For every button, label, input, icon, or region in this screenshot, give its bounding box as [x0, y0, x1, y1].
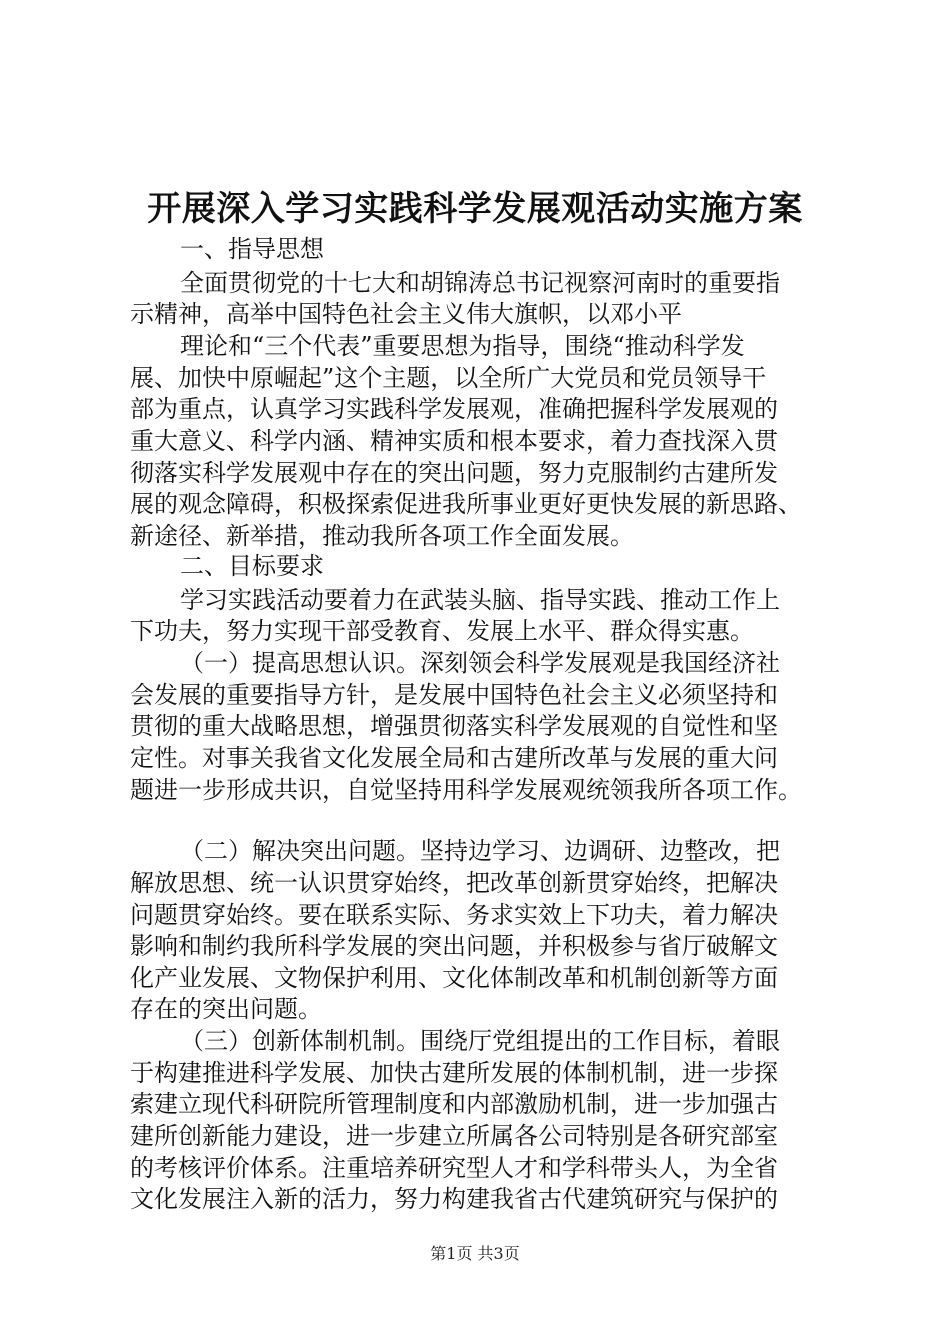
paragraph-line: 下功夫，努力实现干部受教育、发展上水平、群众得实惠。 — [130, 617, 754, 645]
paragraph-line: 贯彻的重大战略思想，增强贯彻落实科学发展观的自觉性和坚 — [130, 712, 778, 740]
paragraph-line: 于构建推进科学发展、加快古建所发展的体制机制，进一步探 — [130, 1059, 778, 1087]
paragraph-line: 示精神，高举中国特色社会主义伟大旗帜，以邓小平 — [130, 300, 682, 328]
paragraph-line: 部为重点，认真学习实践科学发展观，准确把握科学发展观的 — [130, 395, 778, 423]
paragraph-line: （二）解决突出问题。坚持边学习、边调研、边整改，把 — [180, 837, 780, 865]
paragraph-line: 的考核评价体系。注重培养研究型人才和学科带头人，为全省 — [130, 1154, 778, 1182]
paragraph-line: （三）创新体制机制。围绕厅党组提出的工作目标，着眼 — [180, 1027, 780, 1055]
paragraph-line: 文化发展注入新的活力，努力构建我省古代建筑研究与保护的 — [130, 1185, 778, 1213]
page-footer: 第1页 共3页 — [430, 1244, 520, 1263]
section-heading: 二、目标要求 — [180, 552, 324, 580]
paragraph-line: 题进一步形成共识，自觉坚持用科学发展观统领我所各项工作。 — [130, 776, 802, 804]
paragraph-line: 存在的突出问题。 — [130, 995, 322, 1023]
paragraph-line: 彻落实科学发展观中存在的突出问题，努力克服制约古建所发 — [130, 459, 778, 487]
document-title: 开展深入学习实践科学发展观活动实施方案 — [147, 189, 803, 229]
paragraph-line: 会发展的重要指导方针，是发展中国特色社会主义必须坚持和 — [130, 681, 778, 709]
paragraph-line: 定性。对事关我省文化发展全局和古建所改革与发展的重大问 — [130, 744, 778, 772]
paragraph-line: （一）提高思想认识。深刻领会科学发展观是我国经济社 — [180, 649, 780, 677]
paragraph-line: 理论和“三个代表”重要思想为指导，围绕“推动科学发 — [180, 332, 745, 360]
paragraph-line: 问题贯穿始终。要在联系实际、务求实效上下功夫，着力解决 — [130, 901, 778, 929]
paragraph-line: 新途径、新举措，推动我所各项工作全面发展。 — [130, 522, 634, 550]
paragraph-line: 索建立现代科研院所管理制度和内部激励机制，进一步加强古 — [130, 1090, 778, 1118]
paragraph-line: 化产业发展、文物保护利用、文化体制改革和机制创新等方面 — [130, 964, 778, 992]
paragraph-line: 解放思想、统一认识贯穿始终，把改革创新贯穿始终，把解决 — [130, 869, 778, 897]
section-heading: 一、指导思想 — [180, 235, 324, 263]
paragraph-line: 建所创新能力建设，进一步建立所属各公司特别是各研究部室 — [130, 1122, 778, 1150]
paragraph-line: 重大意义、科学内涵、精神实质和根本要求，着力查找深入贯 — [130, 427, 778, 455]
paragraph-line: 影响和制约我所科学发展的突出问题，并积极参与省厅破解文 — [130, 932, 778, 960]
paragraph-line: 展的观念障碍，积极探索促进我所事业更好更快发展的新思路、 — [130, 490, 802, 518]
paragraph-line: 全面贯彻党的十七大和胡锦涛总书记视察河南时的重要指 — [180, 269, 780, 297]
paragraph-line: 展、加快中原崛起”这个主题，以全所广大党员和党员领导干 — [130, 364, 767, 392]
paragraph-line: 学习实践活动要着力在武装头脑、指导实践、推动工作上 — [180, 586, 780, 614]
